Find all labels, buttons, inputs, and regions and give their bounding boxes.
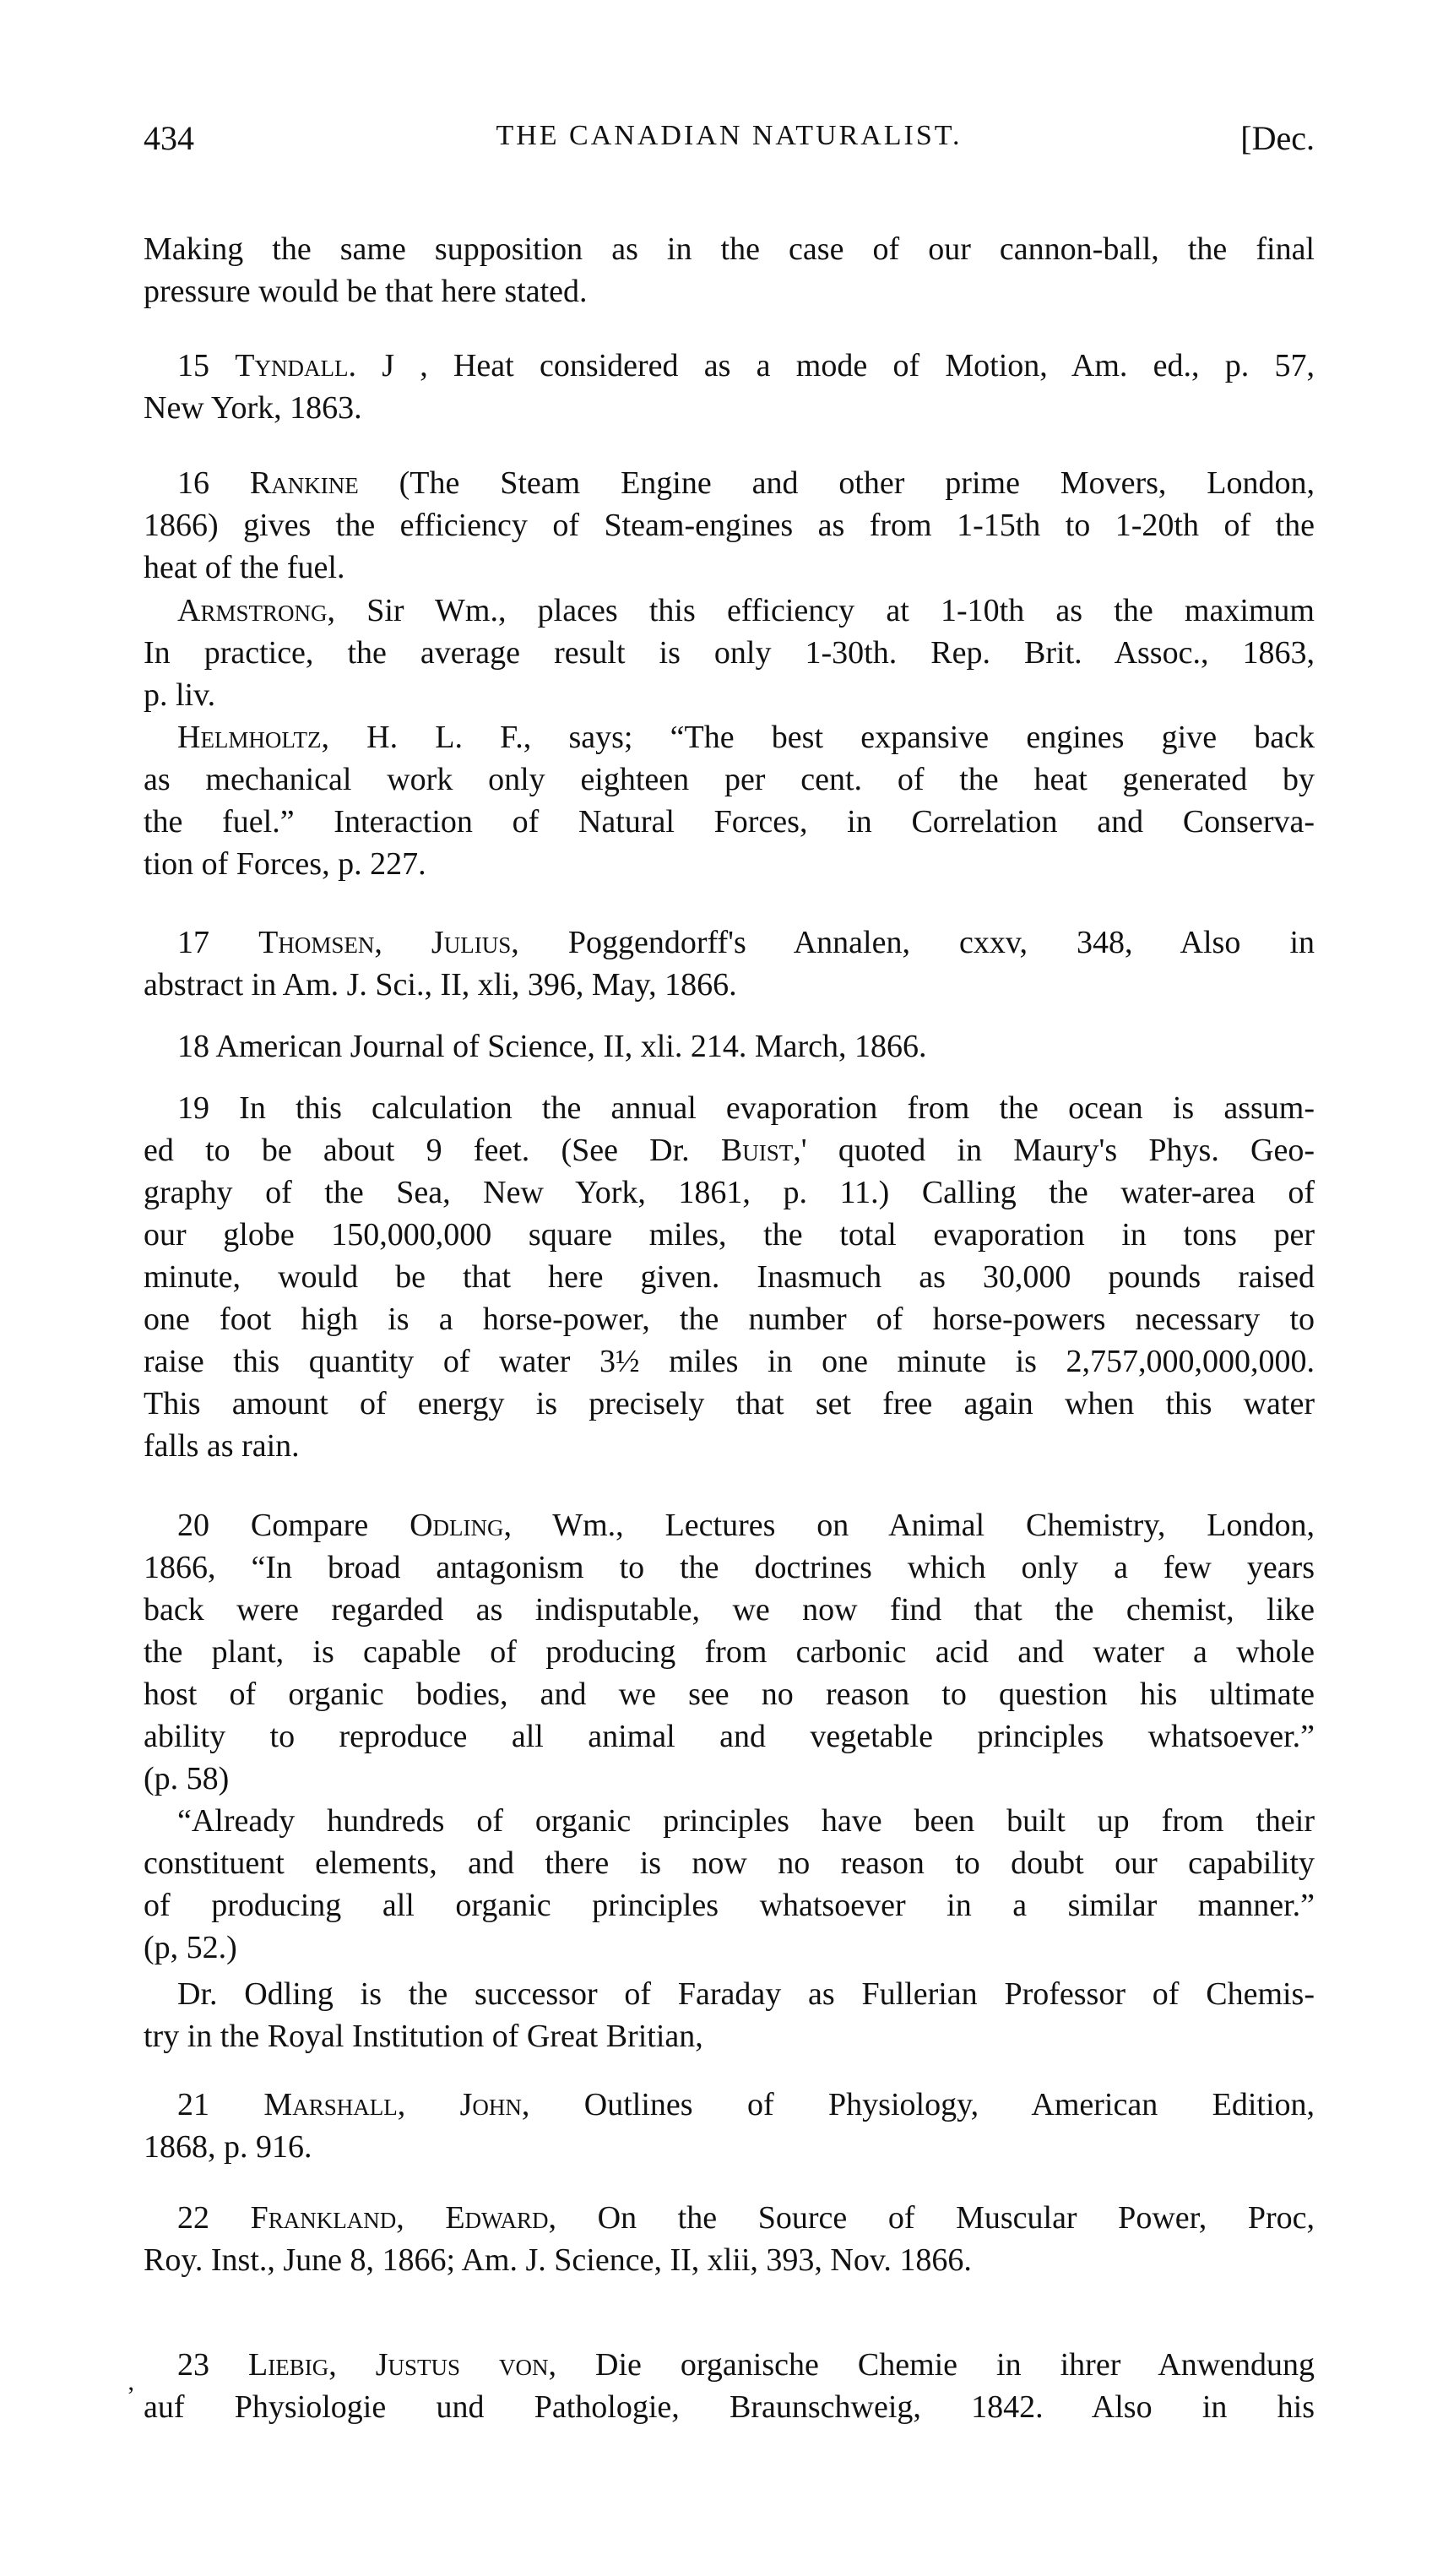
text-segment: , Poggendorff's Annalen, cxxv, 348, Also in [511,925,1315,960]
author-name: Odling [410,1508,504,1543]
text-line: Making the same supposition as in the case of our cannon-ball, the final [144,231,1315,267]
text-segment: 15 [177,348,236,383]
text-line: p. liv. [144,677,216,713]
text-line [144,2084,1315,2126]
text-line [144,590,1315,632]
author-name: Liebig, Justus von [248,2347,549,2383]
margin-mark: ’ [127,2382,135,2410]
text-segment: 20 Compare [177,1508,410,1543]
text-line: (p. 58) [144,1761,230,1796]
footnote-paragraph [144,1025,1315,1068]
text-segment: ed to be about 9 feet. (See Dr. [144,1133,721,1168]
author-name: Tyndall [235,348,349,383]
text-line: New York, 1863. [144,390,362,426]
text-line: pressure would be that here stated. [144,274,588,309]
footnote-paragraph [144,921,1315,1006]
footnote-paragraph [144,1087,1315,1467]
text-line: In practice, the average result is only 1-30th. Rep. Brit. Assoc., 1863, [144,635,1315,671]
footnote-paragraph [144,345,1315,429]
footnote-paragraph [144,2344,1315,2428]
page-number: 434 [144,119,194,157]
text-line: auf Physiologie und Pathologie, Braunschweig, 1842. Also in his [144,2389,1315,2425]
author-name: Buist [720,1133,794,1168]
text-line: (p, 52.) [144,1930,237,1965]
text-line [144,2197,1315,2239]
author-name: Thomsen, Julius [258,925,512,960]
footnote-paragraph [144,2197,1315,2281]
text-line: the plant, is capable of producing from carbonic acid and water a whole [144,1634,1315,1670]
text-line: back were regarded as indisputable, we now find that the chemist, like [144,1592,1315,1628]
author-name: Frankland, Edward [250,2200,549,2236]
text-line: as mechanical work only eighteen per cent. of the heat generated by [144,762,1315,797]
text-line: This amount of energy is precisely that set free again when this water [144,1386,1315,1421]
text-segment: . J , Heat considered as a mode of Motion, Am. ed., p. 57, [348,348,1315,383]
text-line [144,345,1315,387]
text-line: heat of the fuel. [144,550,345,585]
text-line [144,1504,1315,1546]
text-line: falls as rain. [144,1428,300,1464]
footnote-paragraph [144,228,1315,312]
footnote-paragraph [144,1800,1315,1969]
text-line: 1866, “In broad antagonism to the doctrines which only a few years [144,1550,1315,1585]
text-line: our globe 150,000,000 square miles, the total evaporation in tons per [144,1217,1315,1253]
text-line: host of organic bodies, and we see no reason to question his ultimate [144,1677,1315,1712]
footnote-paragraph [144,716,1315,885]
footnote-paragraph [144,1504,1315,1800]
text-line: constituent elements, and there is now no reason to doubt our capability [144,1845,1315,1881]
text-line [144,716,1315,758]
text-line [144,2344,1315,2386]
text-segment: , Sir Wm., places this efficiency at 1-10th as the maximum [327,593,1315,628]
author-name: Marshall, John [263,2087,522,2122]
text-segment: 23 [177,2347,249,2383]
author-name: Rankine [249,465,359,501]
text-line: 18 American Journal of Science, II, xli. 214. March, 1866. [177,1029,927,1064]
journal-title: THE CANADIAN NATURALIST. [496,120,963,151]
text-line: 1868, p. 916. [144,2129,312,2165]
text-segment: , Wm., Lectures on Animal Chemistry, London, [503,1508,1315,1543]
text-line: ability to reproduce all animal and vegetable principles whatsoever.” [144,1719,1315,1754]
footnote-paragraph [144,462,1315,589]
author-name: Helmholtz [177,720,322,755]
footnote-paragraph [144,2084,1315,2168]
text-line: try in the Royal Institution of Great Britian, [144,2019,703,2054]
footnote-paragraph [144,1973,1315,2057]
text-line: Roy. Inst., June 8, 1866; Am. J. Science, II, xlii, 393, Nov. 1866. [144,2242,972,2278]
text-segment: , H. L. F., says; “The best expansive engines give back [321,720,1315,755]
text-line: graphy of the Sea, New York, 1861, p. 11.) Calling the water-area of [144,1175,1315,1210]
text-line [144,921,1315,964]
text-segment: 17 [177,925,259,960]
text-segment: , Outlines of Physiology, American Edition, [521,2087,1315,2122]
text-segment: 16 [177,465,250,501]
text-segment: , On the Source of Muscular Power, Proc, [548,2200,1315,2236]
text-line: 1866) gives the efficiency of Steam-engines as from 1-15th to 1-20th of the [144,508,1315,543]
text-line: raise this quantity of water 3½ miles in one minute is 2,757,000,000,000. [144,1344,1315,1379]
text-segment: 22 [177,2200,251,2236]
text-segment: ,' quoted in Maury's Phys. Geo- [793,1133,1315,1168]
text-line: abstract in Am. J. Sci., II, xli, 396, May, 1866. [144,967,737,1003]
author-name: Armstrong [177,593,328,628]
text-segment: (The Steam Engine and other prime Movers, London, [358,465,1315,501]
text-line: the fuel.” Interaction of Natural Forces, in Correlation and Conserva- [144,804,1315,840]
issue-month: [Dec. [1240,119,1315,157]
text-line: minute, would be that here given. Inasmuch as 30,000 pounds raised [144,1259,1315,1295]
text-line [144,1129,1315,1171]
text-line: one foot high is a horse-power, the number of horse-powers necessary to [144,1302,1315,1337]
text-segment: 21 [177,2087,264,2122]
text-line: tion of Forces, p. 227. [144,846,426,882]
text-line: of producing all organic principles whatsoever in a similar manner.” [144,1888,1315,1923]
text-line: 19 In this calculation the annual evaporation from the ocean is assum- [177,1090,1315,1126]
running-header [144,118,1315,160]
footnote-paragraph [144,590,1315,716]
text-line: Dr. Odling is the successor of Faraday as Fullerian Professor of Chemis- [177,1976,1315,2012]
text-segment: , Die organische Chemie in ihrer Anwendung [548,2347,1315,2383]
text-line [144,462,1315,504]
text-line: “Already hundreds of organic principles have been built up from their [177,1803,1315,1839]
